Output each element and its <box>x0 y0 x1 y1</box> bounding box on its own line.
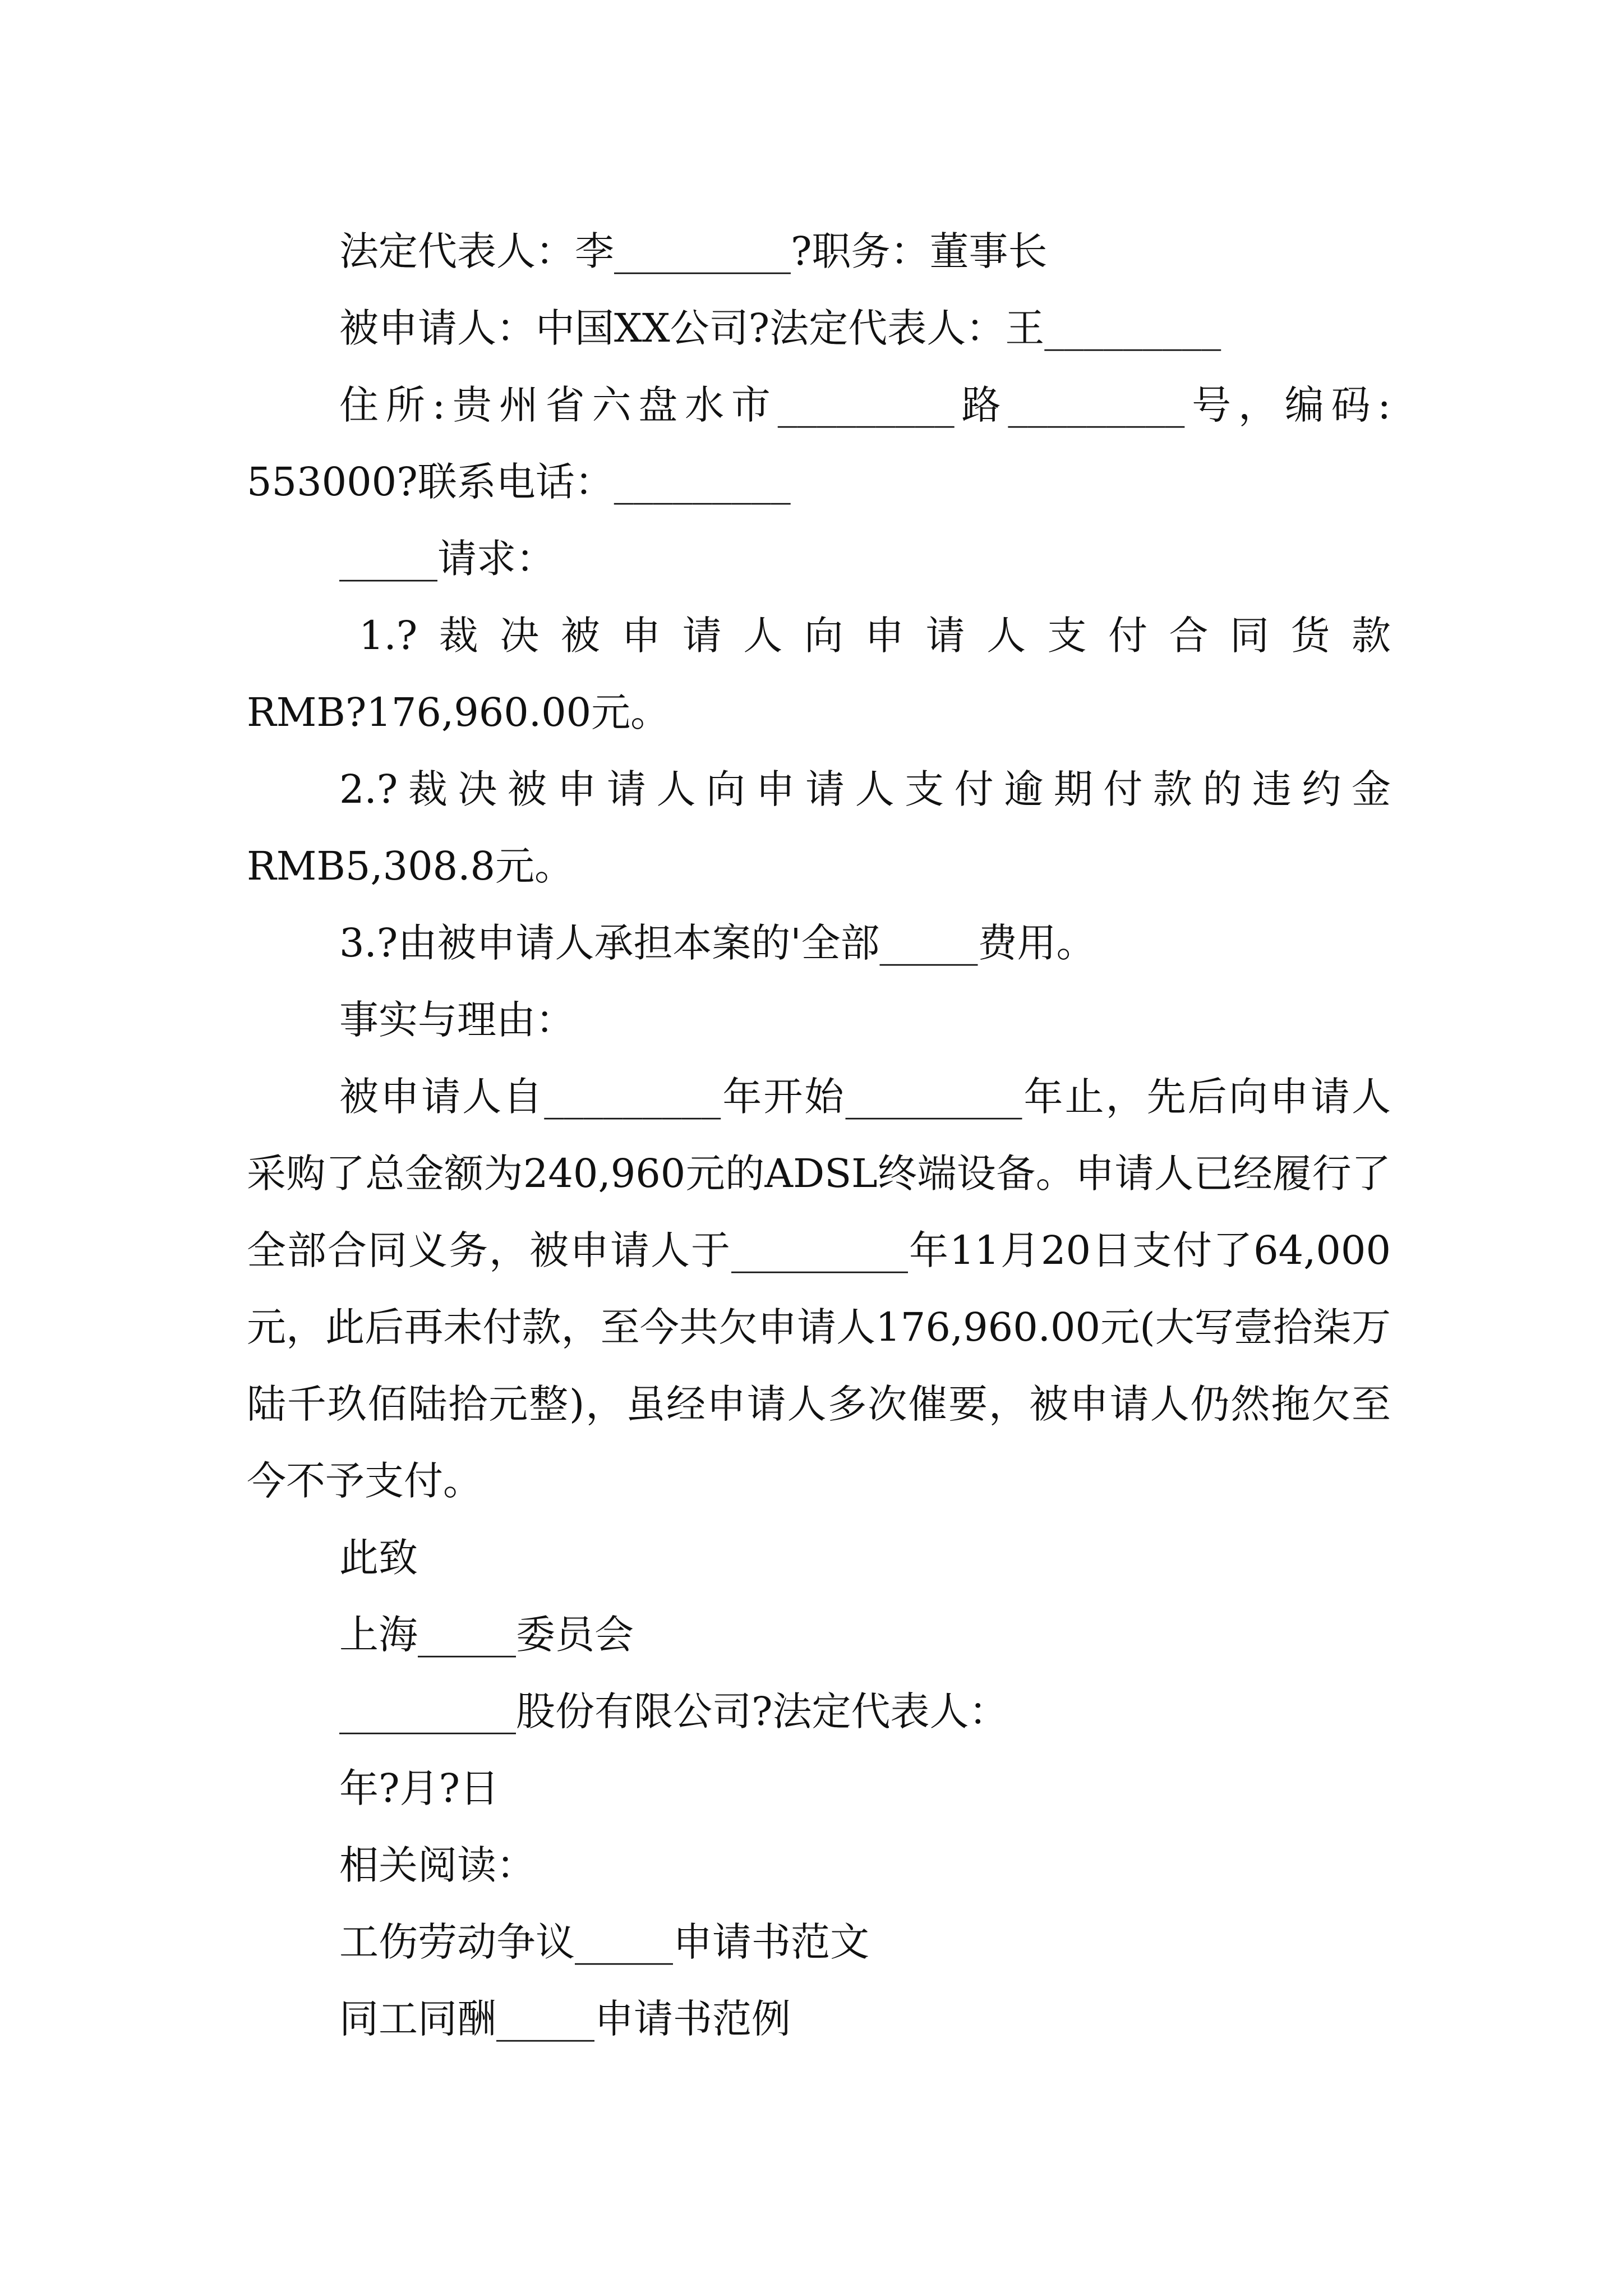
related-reading-heading: 相关阅读： <box>339 1842 536 1888</box>
claim-2-amount: RMB5,308.8元。 <box>247 843 574 889</box>
related-link-2[interactable]: 同工同酬_____申请书范例 <box>339 1996 791 2042</box>
facts-heading: 事实与理由： <box>339 997 575 1043</box>
document-body <box>247 213 1391 2058</box>
claim-3-line: 3.?由被申请人承担本案的'全部_____费用。 <box>339 920 1096 966</box>
legal-representative-line: 法定代表人：李_________?职务：董事长 <box>339 228 1048 274</box>
address-line: 住所:贵州省六盘水市_________路_________号，编码: <box>339 382 1391 428</box>
recipient: 上海_____委员会 <box>339 1612 634 1658</box>
claim-2-line: 2.?裁决被申请人向申请人支付逾期付款的违约金 <box>339 766 1391 812</box>
salutation: 此致 <box>339 1535 418 1581</box>
facts-paragraph: 被申请人自_________年开始_________年止，先后向申请人采购了总金额为240,960元的ADSL终端设备。申请人已经履行了全部合同义务，被申请人于_________年11月20日支付了64,000元，此后再未付款，至今共欠申请人176,960.00元(大写壹拾柒万陆千玖佰陆拾元整)，虽经申请人多次催要，被申请人仍然拖欠至今不予支付。 <box>247 1074 1391 1504</box>
claim-1-line: 1.?裁决被申请人向申请人支付合同货款 <box>359 613 1391 659</box>
applicant-signature: _________股份有限公司?法定代表人： <box>339 1688 1008 1734</box>
date-line: 年?月?日 <box>339 1765 500 1811</box>
phone-line: 553000?联系电话：_________ <box>247 459 791 505</box>
related-link-1[interactable]: 工伤劳动争议_____申请书范文 <box>339 1919 869 1965</box>
claims-heading: _____请求： <box>339 536 555 582</box>
respondent-line: 被申请人：中国XX公司?法定代表人：王_________ <box>339 305 1221 351</box>
claim-1-amount: RMB?176,960.00元。 <box>247 689 670 735</box>
